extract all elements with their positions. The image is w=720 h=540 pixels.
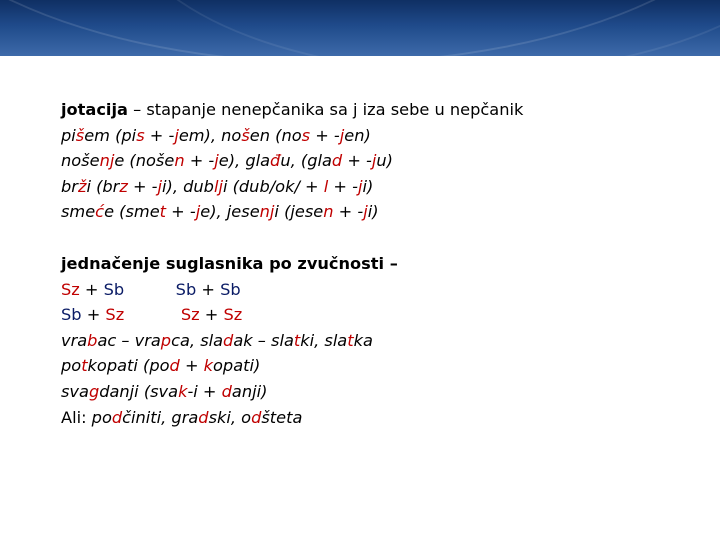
highlighted-segment: j bbox=[371, 151, 377, 171]
highlighted-segment: z bbox=[119, 176, 128, 196]
highlighted-segment: t bbox=[293, 330, 301, 350]
text-segment: i), dub bbox=[162, 176, 214, 196]
text-segment: + - bbox=[342, 151, 372, 171]
example-line bbox=[61, 328, 701, 354]
highlighted-segment: Sz bbox=[105, 305, 125, 325]
text-segment: + bbox=[79, 279, 104, 299]
text-segment: ca, sla bbox=[171, 330, 224, 350]
highlighted-segment: š bbox=[241, 125, 250, 145]
highlighted-segment: d bbox=[223, 330, 234, 350]
highlighted-segment: s bbox=[301, 125, 311, 145]
text-segment: + bbox=[179, 356, 204, 376]
text-segment bbox=[124, 280, 175, 299]
text-segment: br bbox=[61, 176, 78, 196]
voiced-segment: Sb bbox=[220, 279, 241, 299]
text-segment: ka bbox=[353, 330, 373, 350]
text-segment: ski, o bbox=[208, 407, 252, 427]
highlighted-segment: ž bbox=[77, 176, 87, 196]
text-segment: ak – sla bbox=[233, 330, 294, 350]
highlighted-segment: t bbox=[159, 202, 167, 222]
text-segment: pi bbox=[61, 125, 76, 145]
highlighted-segment: d bbox=[169, 356, 180, 376]
definition-text: – stapanje nenepčanika sa j iza sebe u nepčanik bbox=[127, 100, 524, 119]
highlighted-segment: l bbox=[323, 176, 329, 196]
text-segment: sme bbox=[61, 202, 96, 222]
highlighted-segment: j bbox=[214, 151, 219, 171]
example-line bbox=[61, 148, 701, 174]
slide-content bbox=[61, 97, 701, 430]
assimilation-examples bbox=[61, 328, 701, 430]
text-segment: danji (sva bbox=[99, 381, 179, 401]
text-segment: -i + bbox=[187, 381, 222, 401]
highlighted-segment: t bbox=[347, 330, 354, 350]
text-segment: i) bbox=[362, 176, 374, 196]
highlighted-segment: n bbox=[323, 202, 334, 222]
text-segment: em (pi bbox=[84, 125, 137, 145]
text-segment: + - bbox=[184, 151, 215, 171]
text-segment: + bbox=[81, 305, 106, 325]
highlighted-segment: Sz bbox=[180, 305, 200, 325]
text-segment: Ali: bbox=[61, 407, 92, 427]
highlighted-segment: n bbox=[174, 151, 185, 171]
highlighted-segment: j bbox=[363, 202, 368, 222]
highlighted-segment: d bbox=[198, 407, 209, 427]
text-segment: šteta bbox=[261, 407, 303, 427]
voiced-segment: Sb bbox=[61, 305, 82, 325]
text-segment: + - bbox=[328, 176, 358, 196]
text-segment: i (jese bbox=[274, 202, 324, 222]
text-segment: i (dub/ok/ + bbox=[222, 176, 324, 196]
jotacija-examples bbox=[61, 123, 701, 225]
highlighted-segment: b bbox=[87, 330, 98, 350]
text-segment: noše bbox=[61, 151, 100, 171]
text-segment bbox=[124, 305, 181, 324]
header-band bbox=[0, 0, 720, 56]
text-segment: kopati (po bbox=[87, 356, 170, 376]
text-segment: sva bbox=[61, 381, 89, 401]
highlighted-segment: lj bbox=[213, 176, 223, 196]
highlighted-segment: j bbox=[174, 125, 179, 145]
text-segment: po bbox=[91, 407, 112, 427]
rule-line bbox=[61, 302, 701, 328]
text-segment: + - bbox=[166, 202, 196, 222]
example-line bbox=[61, 174, 701, 200]
highlighted-segment: g bbox=[88, 381, 100, 401]
text-segment: e), jese bbox=[200, 202, 260, 222]
voiced-segment: Sb bbox=[103, 279, 125, 299]
text-segment: + - bbox=[333, 202, 364, 222]
text-segment: ac – vra bbox=[97, 330, 161, 350]
example-line bbox=[61, 353, 701, 379]
highlighted-segment: j bbox=[339, 125, 345, 145]
highlighted-segment: ć bbox=[95, 202, 105, 222]
text-segment: en (no bbox=[249, 125, 302, 145]
example-line bbox=[61, 123, 701, 149]
text-segment: u, (gla bbox=[280, 151, 332, 171]
example-line bbox=[61, 379, 701, 405]
voiced-segment: Sb bbox=[175, 279, 197, 299]
term-jotacija: jotacija bbox=[61, 100, 128, 119]
highlighted-segment: d bbox=[221, 381, 232, 401]
text-segment: e (sme bbox=[104, 202, 160, 222]
highlighted-segment: d bbox=[111, 407, 123, 427]
text-segment: e (noše bbox=[114, 151, 175, 171]
highlighted-segment: j bbox=[357, 176, 363, 196]
text-segment: u) bbox=[376, 151, 393, 171]
text-segment: e), gla bbox=[218, 151, 271, 171]
text-segment: + bbox=[199, 305, 224, 325]
text-segment: + - bbox=[144, 125, 175, 145]
highlighted-segment: d bbox=[251, 407, 262, 427]
highlighted-segment: nj bbox=[259, 202, 275, 222]
highlighted-segment: s bbox=[136, 125, 145, 145]
highlighted-segment: đ bbox=[270, 151, 281, 171]
text-segment: anji) bbox=[231, 381, 268, 401]
highlighted-segment: d bbox=[331, 151, 343, 171]
section-heading-assimilation: jednačenje suglasnika po zvučnosti – bbox=[61, 253, 398, 273]
text-segment: + - bbox=[127, 176, 158, 196]
text-segment: po bbox=[61, 356, 82, 376]
example-line bbox=[61, 199, 701, 225]
text-segment: ki, sla bbox=[300, 330, 348, 350]
highlighted-segment: k bbox=[178, 381, 188, 401]
text-segment: i (br bbox=[86, 176, 120, 196]
text-segment: opati) bbox=[213, 356, 261, 376]
highlighted-segment: Sz bbox=[61, 279, 80, 299]
highlighted-segment: nj bbox=[99, 151, 115, 171]
highlighted-segment: Sz bbox=[223, 305, 243, 325]
highlighted-segment: t bbox=[81, 356, 88, 376]
text-segment: i) bbox=[367, 202, 379, 222]
highlighted-segment: š bbox=[75, 125, 85, 145]
text-segment: + - bbox=[310, 125, 340, 145]
text-segment: činiti, gra bbox=[122, 407, 199, 427]
text-segment: en) bbox=[344, 125, 371, 145]
text-segment: + bbox=[196, 279, 221, 299]
highlighted-segment: j bbox=[157, 176, 163, 196]
text-segment: em), no bbox=[178, 125, 242, 145]
jotacija-definition bbox=[61, 97, 701, 123]
example-line bbox=[61, 405, 701, 431]
highlighted-segment: p bbox=[160, 330, 172, 350]
highlighted-segment: j bbox=[195, 202, 201, 222]
highlighted-segment: k bbox=[203, 356, 214, 376]
rule-line bbox=[61, 277, 701, 303]
text-segment: vra bbox=[61, 330, 88, 350]
assimilation-rules bbox=[61, 277, 701, 328]
